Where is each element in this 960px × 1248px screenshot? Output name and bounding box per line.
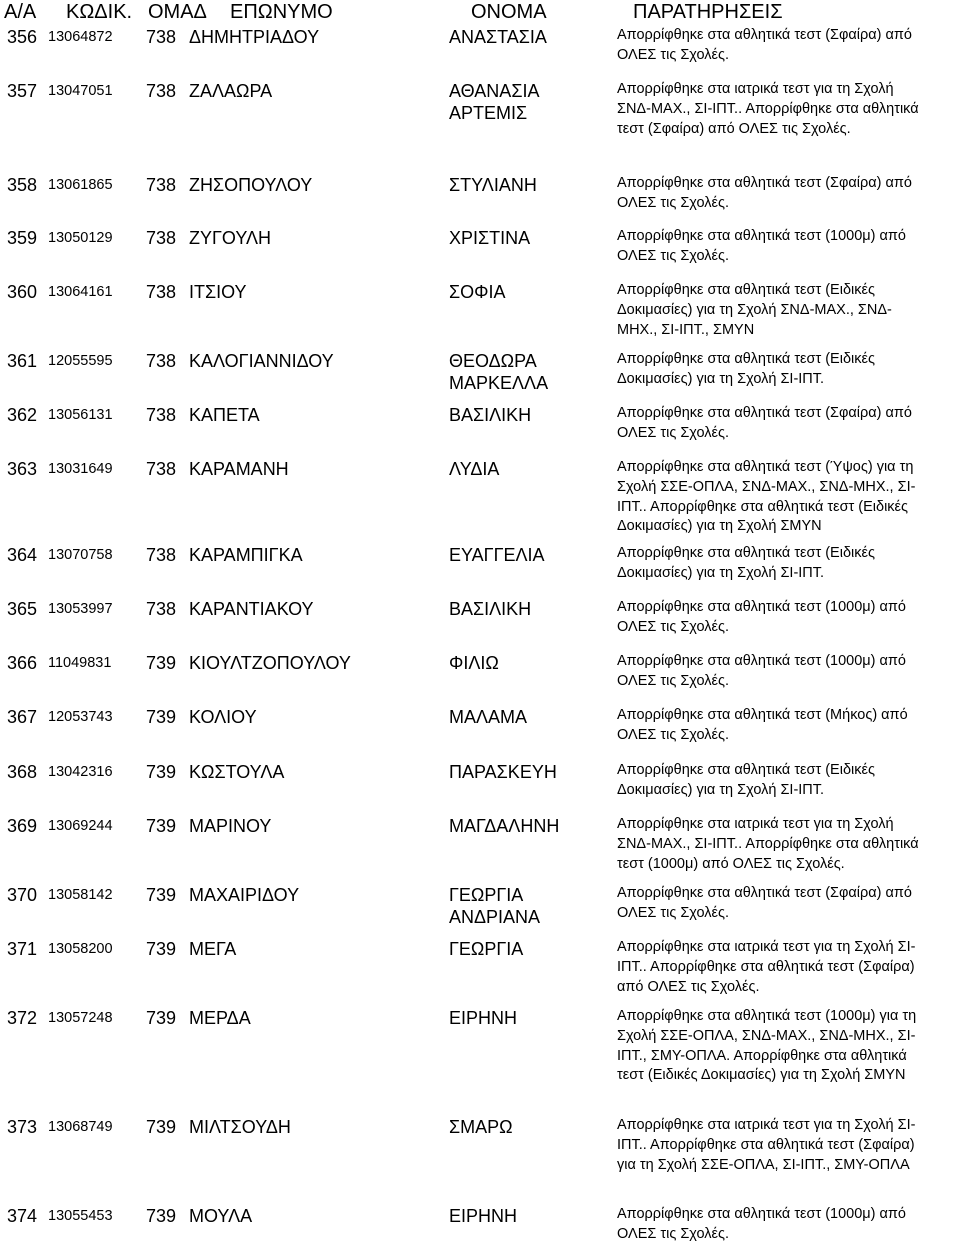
row-name: ΓΕΩΡΓΙΑ	[449, 939, 524, 959]
row-surname: ΖΑΛΑΩΡΑ	[189, 81, 273, 101]
row-notes: Απορρίφθηκε στα αθλητικά τεστ (Σφαίρα) από ΟΛΕΣ τις Σχολές.	[617, 27, 912, 63]
row-surname: ΚΑΠΕΤΑ	[189, 405, 260, 425]
row-notes: Απορρίφθηκε στα αθλητικά τεστ (1000μ) από ΟΛΕΣ τις Σχολές.	[617, 228, 906, 264]
row-name: ΜΑΛΑΜΑ	[449, 707, 528, 727]
row-code: 12055595	[48, 353, 113, 369]
row-group: 738	[146, 599, 177, 619]
row-surname: ΜΕΡΔΑ	[189, 1008, 251, 1028]
row-code: 13050129	[48, 230, 113, 246]
row-name: ΕΥΑΓΓΕΛΙΑ	[449, 545, 545, 565]
header-group: ΟΜΑΔ	[148, 1, 207, 23]
row-name: ΓΕΩΡΓΙΑ ΑΝΔΡΙΑΝΑ	[449, 885, 541, 927]
row-number: 356	[7, 27, 38, 47]
row-group: 739	[146, 816, 177, 836]
row-notes: Απορρίφθηκε στα αθλητικά τεστ (Σφαίρα) από ΟΛΕΣ τις Σχολές.	[617, 885, 912, 921]
row-group: 738	[146, 351, 177, 371]
row-number: 364	[7, 545, 38, 565]
row-group: 738	[146, 459, 177, 479]
row-name: ΦΙΛΙΩ	[449, 653, 499, 673]
row-name: ΕΙΡΗΝΗ	[449, 1008, 518, 1028]
row-number: 371	[7, 939, 38, 959]
row-group: 738	[146, 175, 177, 195]
row-notes: Απορρίφθηκε στα ιατρικά τεστ για τη Σχολή ΣΙ- ΙΠΤ.. Απορρίφθηκε στα αθλητικά τεστ (Σφαίρα) για τη Σχολή ΣΣΕ-ΟΠΛΑ, ΣΙ-ΙΠΤ., ΣΜΥ-ΟΠΛΑ	[617, 1117, 916, 1173]
row-group: 739	[146, 885, 177, 905]
row-surname: ΚΑΡΑΜΑΝΗ	[189, 459, 289, 479]
row-name: ΒΑΣΙΛΙΚΗ	[449, 405, 532, 425]
row-number: 367	[7, 707, 38, 727]
row-surname: ΜΑΧΑΙΡΙΔΟΥ	[189, 885, 300, 905]
row-surname: ΖΥΓΟΥΛΗ	[189, 228, 272, 248]
row-number: 368	[7, 762, 38, 782]
row-surname: ΔΗΜΗΤΡΙΑΔΟΥ	[189, 27, 320, 47]
row-name: ΘΕΟΔΩΡΑ ΜΑΡΚΕΛΛΑ	[449, 351, 549, 393]
row-code: 12053743	[48, 709, 113, 725]
row-notes: Απορρίφθηκε στα αθλητικά τεστ (Ειδικές Δοκιμασίες) για τη Σχολή ΣΝΔ-ΜΑΧ., ΣΝΔ- ΜΗΧ., ΣΙ-ΙΠΤ., ΣΜΥΝ	[617, 282, 892, 338]
row-surname: ΚΙΟΥΛΤΖΟΠΟΥΛΟΥ	[189, 653, 351, 673]
row-name: ΕΙΡΗΝΗ	[449, 1206, 518, 1226]
row-group: 738	[146, 545, 177, 565]
row-surname: ΜΕΓΑ	[189, 939, 237, 959]
row-notes: Απορρίφθηκε στα αθλητικά τεστ (Ύψος) για τη Σχολή ΣΣΕ-ΟΠΛΑ, ΣΝΔ-ΜΑΧ., ΣΝΔ-ΜΗΧ., ΣΙ- ΙΠΤ.. Απορρίφθηκε στα αθλητικά τεστ (Ειδικές Δοκιμασίες) για τη Σχολή ΣΜΥΝ	[617, 459, 916, 535]
row-number: 374	[7, 1206, 38, 1226]
row-notes: Απορρίφθηκε στα αθλητικά τεστ (Ειδικές Δοκιμασίες) για τη Σχολή ΣΙ-ΙΠΤ.	[617, 351, 875, 387]
row-code: 13057248	[48, 1010, 113, 1026]
row-number: 366	[7, 653, 38, 673]
row-code: 13070758	[48, 547, 113, 563]
row-group: 739	[146, 1117, 177, 1137]
row-name: ΜΑΓΔΑΛΗΝΗ	[449, 816, 560, 836]
row-group: 738	[146, 81, 177, 101]
row-number: 369	[7, 816, 38, 836]
row-code: 13031649	[48, 461, 113, 477]
row-number: 360	[7, 282, 38, 302]
row-group: 739	[146, 1206, 177, 1226]
row-number: 358	[7, 175, 38, 195]
row-number: 357	[7, 81, 38, 101]
row-code: 13053997	[48, 601, 113, 617]
row-name: ΛΥΔΙΑ	[449, 459, 500, 479]
row-surname: ΚΑΛΟΓΙΑΝΝΙΔΟΥ	[189, 351, 334, 371]
row-name: ΠΑΡΑΣΚΕΥΗ	[449, 762, 557, 782]
row-number: 361	[7, 351, 38, 371]
row-number: 363	[7, 459, 38, 479]
row-number: 370	[7, 885, 38, 905]
row-surname: ΚΑΡΑΝΤΙΑΚΟΥ	[189, 599, 314, 619]
row-surname: ΚΑΡΑΜΠΙΓΚΑ	[189, 545, 303, 565]
header-name: ΟΝΟΜΑ	[471, 1, 547, 23]
row-surname: ΚΟΛΙΟΥ	[189, 707, 257, 727]
row-notes: Απορρίφθηκε στα αθλητικά τεστ (1000μ) για τη Σχολή ΣΣΕ-ΟΠΛΑ, ΣΝΔ-ΜΑΧ., ΣΝΔ-ΜΗΧ., ΣΙ- ΙΠΤ., ΣΜΥ-ΟΠΛΑ. Απορρίφθηκε στα αθλητικά τεστ (Ειδικές Δοκιμασίες) για τη Σχολή ΣΜΥΝ	[617, 1008, 917, 1084]
row-group: 739	[146, 653, 177, 673]
row-group: 739	[146, 939, 177, 959]
row-name: ΣΤΥΛΙΑΝΗ	[449, 175, 537, 195]
row-code: 13055453	[48, 1208, 113, 1224]
row-code: 13061865	[48, 177, 113, 193]
header-aa: Α/Α	[4, 1, 37, 23]
row-name: ΣΟΦΙΑ	[449, 282, 506, 302]
row-notes: Απορρίφθηκε στα αθλητικά τεστ (1000μ) από ΟΛΕΣ τις Σχολές.	[617, 653, 906, 689]
row-code: 13042316	[48, 764, 113, 780]
row-number: 359	[7, 228, 38, 248]
row-notes: Απορρίφθηκε στα αθλητικά τεστ (1000μ) από ΟΛΕΣ τις Σχολές.	[617, 599, 906, 635]
row-number: 365	[7, 599, 38, 619]
row-surname: ΜΙΛΤΣΟΥΔΗ	[189, 1117, 291, 1137]
row-notes: Απορρίφθηκε στα ιατρικά τεστ για τη Σχολή ΣΙ- ΙΠΤ.. Απορρίφθηκε στα αθλητικά τεστ (Σφαίρα) από ΟΛΕΣ τις Σχολές.	[617, 939, 916, 995]
row-notes: Απορρίφθηκε στα αθλητικά τεστ (1000μ) από ΟΛΕΣ τις Σχολές.	[617, 1206, 906, 1242]
row-name: ΑΘΑΝΑΣΙΑ ΑΡΤΕΜΙΣ	[449, 81, 540, 123]
row-code: 11049831	[48, 655, 112, 671]
row-code: 13056131	[48, 407, 113, 423]
row-name: ΒΑΣΙΛΙΚΗ	[449, 599, 532, 619]
row-surname: ΜΟΥΛΑ	[189, 1206, 253, 1226]
row-surname: ΜΑΡΙΝΟΥ	[189, 816, 272, 836]
row-code: 13068749	[48, 1119, 113, 1135]
row-group: 738	[146, 282, 177, 302]
row-notes: Απορρίφθηκε στα αθλητικά τεστ (Μήκος) από ΟΛΕΣ τις Σχολές.	[617, 707, 908, 743]
row-code: 13047051	[48, 83, 113, 99]
row-name: ΑΝΑΣΤΑΣΙΑ	[449, 27, 547, 47]
row-number: 372	[7, 1008, 38, 1028]
row-surname: ΙΤΣΙΟΥ	[189, 282, 247, 302]
row-group: 739	[146, 1008, 177, 1028]
row-notes: Απορρίφθηκε στα ιατρικά τεστ για τη Σχολή ΣΝΔ-ΜΑΧ., ΣΙ-ΙΠΤ.. Απορρίφθηκε στα αθλητικά τεστ (1000μ) από ΟΛΕΣ τις Σχολές.	[617, 816, 919, 872]
header-notes: ΠΑΡΑΤΗΡΗΣΕΙΣ	[633, 1, 783, 23]
row-name: ΧΡΙΣΤΙΝΑ	[449, 228, 531, 248]
row-name: ΣΜΑΡΩ	[449, 1117, 513, 1137]
row-notes: Απορρίφθηκε στα αθλητικά τεστ (Ειδικές Δοκιμασίες) για τη Σχολή ΣΙ-ΙΠΤ.	[617, 762, 875, 798]
row-number: 373	[7, 1117, 38, 1137]
row-notes: Απορρίφθηκε στα αθλητικά τεστ (Σφαίρα) από ΟΛΕΣ τις Σχολές.	[617, 175, 912, 211]
row-notes: Απορρίφθηκε στα αθλητικά τεστ (Ειδικές Δοκιμασίες) για τη Σχολή ΣΙ-ΙΠΤ.	[617, 545, 875, 581]
header-surname: ΕΠΩΝΥΜΟ	[230, 1, 333, 23]
row-notes: Απορρίφθηκε στα αθλητικά τεστ (Σφαίρα) από ΟΛΕΣ τις Σχολές.	[617, 405, 912, 441]
row-group: 739	[146, 707, 177, 727]
row-group: 739	[146, 762, 177, 782]
row-group: 738	[146, 405, 177, 425]
row-number: 362	[7, 405, 38, 425]
row-surname: ΚΩΣΤΟΥΛΑ	[189, 762, 285, 782]
row-group: 738	[146, 228, 177, 248]
row-notes: Απορρίφθηκε στα ιατρικά τεστ για τη Σχολή ΣΝΔ-ΜΑΧ., ΣΙ-ΙΠΤ.. Απορρίφθηκε στα αθλητικά τεστ (Σφαίρα) από ΟΛΕΣ τις Σχολές.	[617, 81, 919, 137]
row-code: 13064161	[48, 284, 113, 300]
row-code: 13058142	[48, 887, 113, 903]
table-header	[0, 0, 960, 24]
header-code: ΚΩΔΙΚ.	[66, 1, 133, 23]
row-group: 738	[146, 27, 177, 47]
row-surname: ΖΗΣΟΠΟΥΛΟΥ	[189, 175, 313, 195]
row-code: 13069244	[48, 818, 113, 834]
row-code: 13064872	[48, 29, 113, 45]
row-code: 13058200	[48, 941, 113, 957]
